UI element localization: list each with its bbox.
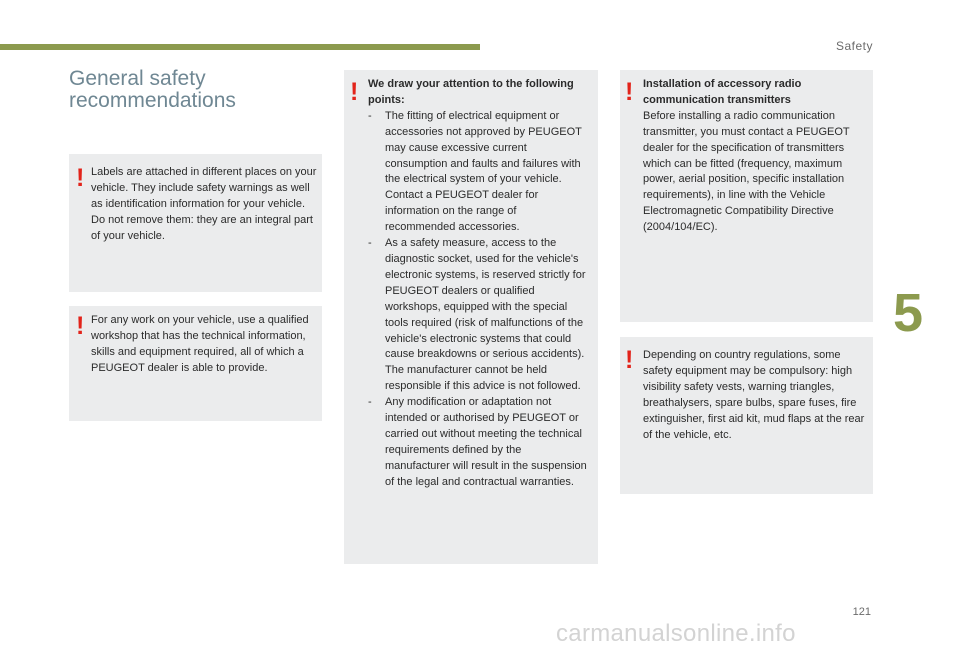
warning-icon: ! (76, 312, 85, 340)
header-accent-bar (0, 44, 480, 50)
box4-text: Before installing a radio communication transmitter, you must contact a PEUGEOT dealer for the specification of transmitters which can be fitted (frequency, maximum power, aerial position, specific installation requirements), in line with the Vehicle Electromagnetic Compatibility Directive (2004/104/EC). (643, 109, 850, 234)
box4-heading: Installation of accessory radio communication transmitters (643, 78, 802, 106)
list-dash: - (368, 109, 372, 122)
page-title-line1: General safety (69, 67, 206, 90)
warning-text-workshop (91, 313, 320, 377)
warning-icon: ! (625, 78, 634, 106)
list-item-text: As a safety measure, access to the diagnostic socket, used for the vehicle's electronic systems, is reserved strictly for PEUGEOT dealers or qualified workshops, equipped with the special tools required (risk of malfunctions of the vehicle's electronic systems that could cause breakdowns or serious accidents). The manufacturer cannot be held responsible if this advice is not followed. (385, 237, 586, 393)
warning-text-labels (91, 165, 320, 245)
box3-heading: We draw your attention to the following points: (368, 78, 574, 106)
list-item-text: Any modification or adaptation not intended or authorised by PEUGEOT or carried out without meeting the technical requirements defined by the manufacturer will result in the suspension of the legal and contractual warranties. (385, 396, 587, 488)
section-label: Safety (835, 39, 873, 53)
page-title (69, 68, 329, 112)
list-item (368, 395, 588, 490)
page-number: 121 (852, 606, 871, 618)
warning-icon: ! (350, 78, 359, 106)
list-dash: - (368, 237, 372, 250)
box2-text: For any work on your vehicle, use a qualified workshop that has the technical information, skills and equipment required, all of which a PEUGEOT dealer is able to provide. (91, 314, 309, 374)
warning-icon: ! (76, 164, 85, 192)
warning-icon: ! (625, 346, 634, 374)
page-title-line2: recommendations (69, 89, 236, 112)
warning-text-radio (643, 77, 865, 236)
list-item-text: The fitting of electrical equipment or accessories not approved by PEUGEOT may cause excessive current consumption and faults and failures with the electrical system of your vehicle. Contact a PEUGEOT dealer for information on the range of recommended accessories. (385, 109, 582, 234)
chapter-number: 5 (893, 283, 924, 343)
list-item (368, 109, 588, 236)
watermark: carmanualsonline.info (556, 620, 796, 647)
warning-text-equipment (643, 348, 865, 443)
box1-text: Labels are attached in different places on your vehicle. They include safety warnings as well as identification information for your vehicle. Do not remove them: they are an integral part of your vehicle. (91, 166, 317, 242)
list-item (368, 236, 588, 395)
warning-text-attention (368, 77, 588, 491)
list-dash: - (368, 396, 372, 409)
box5-text: Depending on country regulations, some safety equipment may be compulsory: high visibility safety vests, warning triangles, breathalysers, spare bulbs, spare fuses, fire extinguisher, first aid kit, mud flaps at the rear of the vehicle, etc. (643, 349, 865, 441)
